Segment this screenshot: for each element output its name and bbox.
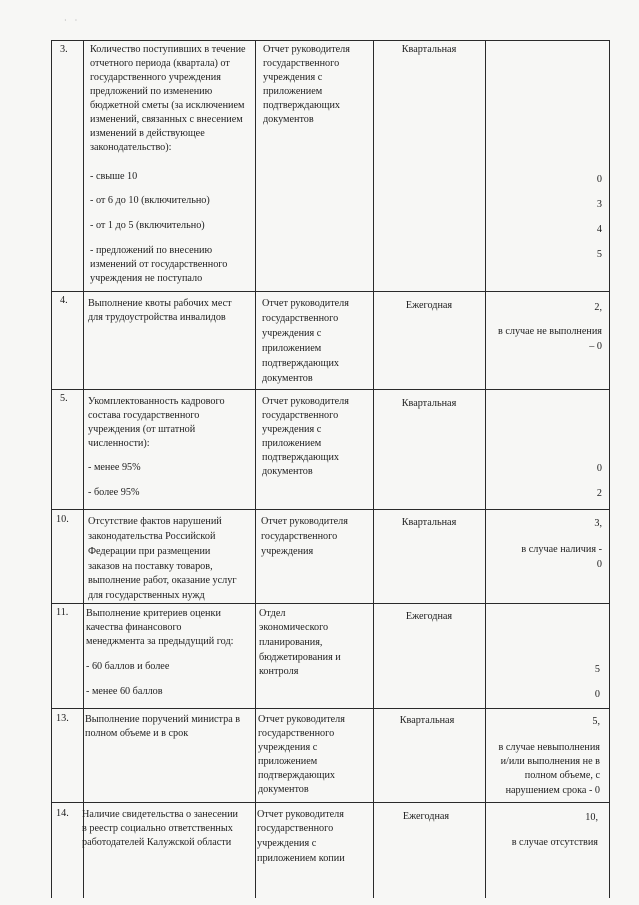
row-number: 10. [56, 514, 69, 525]
source-line: документов [258, 784, 309, 795]
source-line: учреждения с [262, 328, 322, 339]
source-line: подтверждающих [258, 770, 335, 781]
score-line: – 0 [589, 341, 602, 352]
indicator-option: - менее 95% [88, 462, 141, 473]
score-value: 0 [596, 174, 602, 185]
period-cell: Квартальная [401, 517, 457, 528]
source-line: экономического [259, 622, 329, 633]
source-line: государственного [258, 728, 335, 739]
source-line: планирования, [259, 637, 323, 648]
score-line: 10, [585, 812, 598, 823]
row-divider [51, 708, 609, 709]
source-line: приложением [263, 86, 323, 97]
table-col-divider [83, 40, 84, 898]
indicator-line: законодательство): [90, 142, 172, 153]
period-cell: Квартальная [401, 44, 457, 55]
indicator-line: Выполнение поручений министра в [85, 714, 241, 725]
indicator-line: учреждения (от штатной [88, 424, 196, 435]
row-divider [51, 509, 609, 510]
indicator-line: полном объеме и в срок [85, 728, 189, 739]
score-value: 0 [596, 463, 602, 474]
indicator-line: изменений, связанных с внесением [90, 114, 243, 125]
score-line: нарушением срока - 0 [505, 785, 600, 796]
source-line: государственного [257, 823, 334, 834]
score-line: 3, [594, 518, 602, 529]
source-line: государственного [262, 313, 339, 324]
indicator-option: - более 95% [88, 487, 140, 498]
source-line: государственного [262, 410, 339, 421]
source-line: Отчет руководителя [261, 516, 348, 527]
indicator-line: Количество поступивших в течение [90, 44, 246, 55]
score-value: 5 [596, 249, 602, 260]
scan-artifact: · · [64, 16, 81, 25]
indicator-option: - от 6 до 10 (включительно) [90, 195, 210, 206]
score-value: 4 [596, 224, 602, 235]
indicator-line: менеджмента за предыдущий год: [86, 636, 234, 647]
score-line: 0 [596, 559, 602, 570]
source-line: государственного [261, 531, 338, 542]
source-line: Отчет руководителя [262, 298, 349, 309]
source-line: учреждения с [263, 72, 323, 83]
indicator-option: - 60 баллов и более [86, 661, 170, 672]
indicator-line: Укомплектованность кадрового [88, 396, 225, 407]
score-line: в случае наличия - [521, 544, 602, 555]
source-line: бюджетирования и [259, 652, 341, 663]
indicator-line: Отсутствие фактов нарушений [88, 516, 222, 527]
row-number: 4. [60, 295, 68, 306]
source-line: подтверждающих [262, 358, 339, 369]
source-line: государственного [263, 58, 340, 69]
period-cell: Квартальная [399, 715, 455, 726]
source-line: Отчет руководителя [262, 396, 349, 407]
indicator-line: бюджетной сметы (за исключением [90, 100, 245, 111]
row-number: 11. [56, 607, 69, 618]
source-line: учреждения [261, 546, 314, 557]
score-line: полном объеме, с [524, 770, 600, 781]
score-value: 2 [596, 488, 602, 499]
indicator-line: государственного учреждения [90, 72, 221, 83]
indicator-line: качества финансового [86, 622, 182, 633]
row-divider [51, 389, 609, 390]
indicator-line: выполнение работ, оказание услуг [88, 575, 237, 586]
row-divider [51, 291, 609, 292]
indicator-line: Федерации при размещении [88, 546, 211, 557]
indicator-line: Наличие свидетельства о занесении [82, 809, 238, 820]
score-line: в случае не выполнения [497, 326, 602, 337]
source-line: Отчет руководителя [263, 44, 350, 55]
table-border-top [51, 40, 609, 41]
row-number: 14. [56, 808, 69, 819]
table-border-right [609, 40, 610, 898]
indicator-option: - свыше 10 [90, 171, 138, 182]
row-divider [51, 802, 609, 803]
source-line: приложением [258, 756, 318, 767]
score-value: 3 [596, 199, 602, 210]
indicator-line: заказов на поставку товаров, [88, 561, 213, 572]
indicator-line: состава государственного [88, 410, 200, 421]
table-col-divider [373, 40, 374, 898]
score-line: и/или выполнения не в [500, 756, 600, 767]
source-line: подтверждающих [262, 452, 339, 463]
source-line: Отчет руководителя [257, 809, 344, 820]
score-line: 5, [592, 716, 600, 727]
period-cell: Ежегодная [402, 811, 450, 822]
score-value: 0 [594, 689, 600, 700]
source-line: учреждения с [258, 742, 318, 753]
score-line: в случае отсутствия [511, 837, 598, 848]
indicator-option: - менее 60 баллов [86, 686, 163, 697]
period-cell: Ежегодная [405, 300, 453, 311]
score-line: в случае невыполнения [498, 742, 600, 753]
indicator-line: Выполнение квоты рабочих мест [88, 298, 232, 309]
indicator-line: Выполнение критериев оценки [86, 608, 221, 619]
indicator-option: учреждения не поступало [90, 273, 203, 284]
source-line: Отдел [259, 608, 286, 619]
source-line: документов [262, 466, 313, 477]
source-line: документов [263, 114, 314, 125]
table-border-left [51, 40, 52, 898]
source-line: приложением [262, 343, 322, 354]
indicator-line: работодателей Калужской области [82, 837, 232, 848]
row-number: 13. [56, 713, 69, 724]
row-divider [51, 603, 609, 604]
period-cell: Ежегодная [405, 611, 453, 622]
source-line: приложением [262, 438, 322, 449]
row-number: 3. [60, 44, 68, 55]
source-line: учреждения с [262, 424, 322, 435]
row-number: 5. [60, 393, 68, 404]
indicator-line: для государственных нужд [88, 590, 205, 601]
indicator-line: для трудоустройства инвалидов [88, 312, 226, 323]
indicator-option: - предложений по внесению [90, 245, 213, 256]
indicator-line: предложений по изменению [90, 86, 213, 97]
indicator-line: в реестр социально ответственных [82, 823, 233, 834]
score-line: 2, [594, 302, 602, 313]
indicator-line: численности): [88, 438, 150, 449]
indicator-line: отчетного периода (квартала) от [90, 58, 230, 69]
source-line: документов [262, 373, 313, 384]
indicator-option: - от 1 до 5 (включительно) [90, 220, 205, 231]
source-line: приложением копии [257, 853, 345, 864]
indicator-line: законодательства Российской [88, 531, 216, 542]
indicator-line: изменений в действующее [90, 128, 205, 139]
period-cell: Квартальная [401, 398, 457, 409]
table-col-divider [255, 40, 256, 898]
source-line: подтверждающих [263, 100, 340, 111]
source-line: учреждения с [257, 838, 317, 849]
source-line: Отчет руководителя [258, 714, 345, 725]
indicator-option: изменений от государственного [90, 259, 228, 270]
source-line: контроля [259, 666, 299, 677]
score-value: 5 [594, 664, 600, 675]
